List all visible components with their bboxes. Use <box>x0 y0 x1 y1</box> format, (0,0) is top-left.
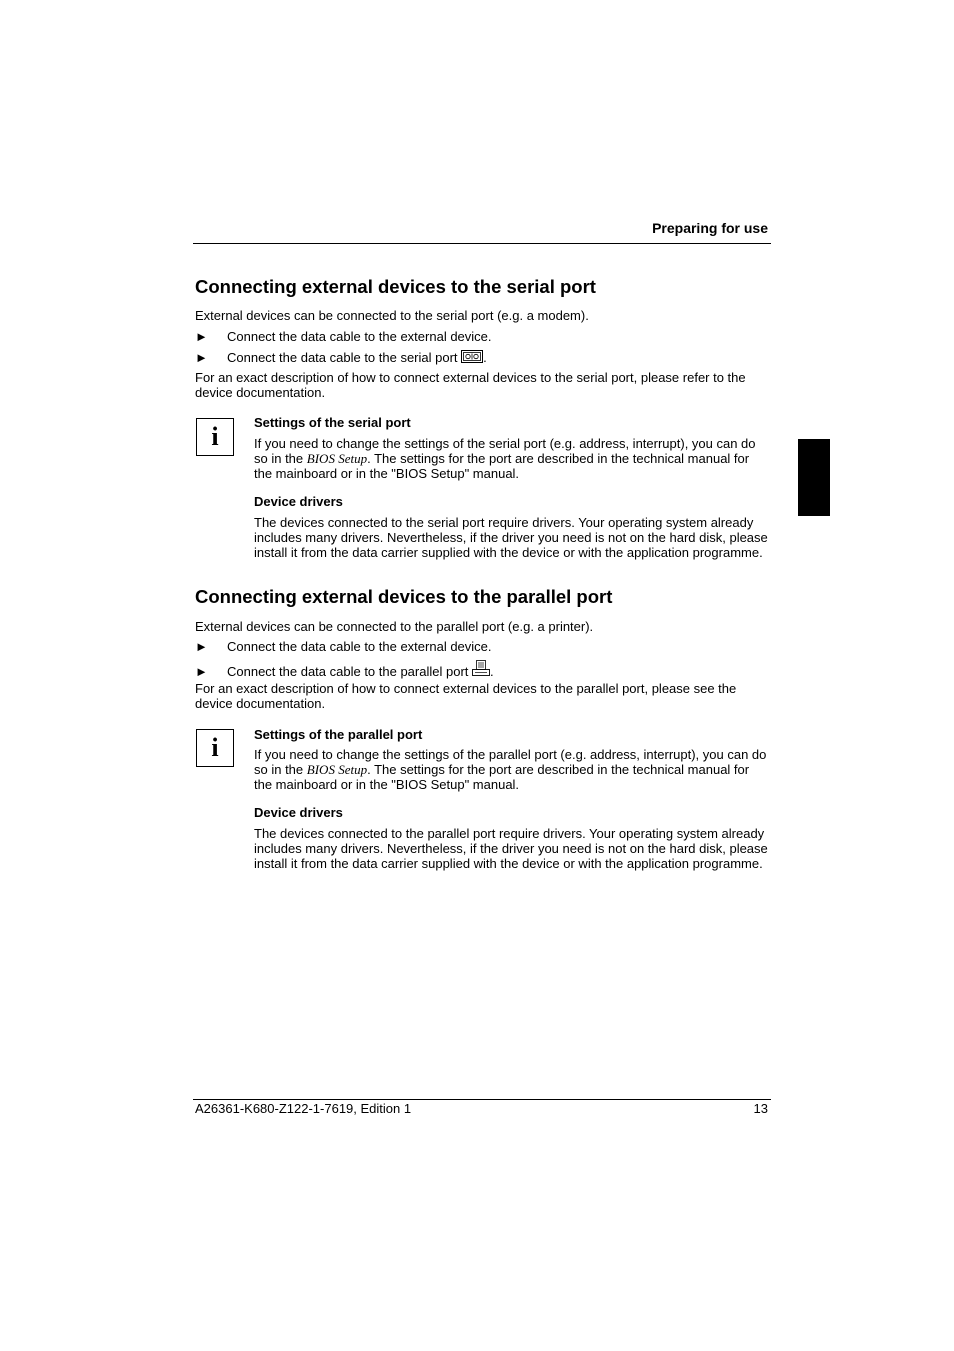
serial-section-heading: Connecting external devices to the serial port <box>195 276 596 297</box>
serial-intro: External devices can be connected to the serial port (e.g. a modem). <box>195 308 589 323</box>
serial-drivers-title: Device drivers <box>254 494 343 509</box>
parallel-outro: For an exact description of how to connect external devices to the parallel port, please see the device documentation. <box>195 681 737 711</box>
printer-port-icon <box>472 660 490 680</box>
bullet-arrow-icon: ► <box>195 664 208 679</box>
serial-step-2-period: . <box>483 350 487 365</box>
parallel-section-heading: Connecting external devices to the parallel port <box>195 586 613 607</box>
parallel-drivers-text: The devices connected to the parallel port require drivers. Your operating system already includes many drivers. Nevertheless, if the driver you need is not on the hard disk, please install it from the data carrier supplied with the device or with the application programme. <box>254 826 768 871</box>
serial-outro: For an exact description of how to connect external devices to the serial port, please refer to the device documentation. <box>195 370 746 400</box>
serial-port-icon <box>461 350 483 366</box>
serial-step-1-text: Connect the data cable to the external device. <box>227 329 492 344</box>
serial-step-2 <box>195 350 487 366</box>
parallel-step-1 <box>195 639 492 654</box>
serial-step-1 <box>195 329 492 344</box>
bios-setup-term: BIOS Setup <box>306 762 368 777</box>
parallel-intro: External devices can be connected to the parallel port (e.g. a printer). <box>195 619 594 634</box>
parallel-step-2 <box>195 660 494 680</box>
page-number: 13 <box>753 1101 768 1116</box>
parallel-step-1-text: Connect the data cable to the external device. <box>227 639 492 654</box>
serial-settings-title: Settings of the serial port <box>254 415 411 430</box>
parallel-step-2-text: Connect the data cable to the parallel port <box>227 664 469 679</box>
footer-document-id: A26361-K680-Z122-1-7619, Edition 1 <box>195 1101 412 1116</box>
parallel-drivers-title: Device drivers <box>254 805 343 820</box>
footer-rule <box>193 1099 771 1100</box>
serial-settings-text <box>254 436 770 481</box>
header-rule <box>193 243 771 244</box>
bullet-arrow-icon: ► <box>195 639 208 654</box>
serial-settings-text-a: If you need to change the settings of the serial port (e.g. address, interrupt), you can do so in the <box>254 436 756 466</box>
info-icon: i <box>196 418 234 456</box>
bullet-arrow-icon: ► <box>195 329 208 344</box>
parallel-settings-text <box>254 747 770 792</box>
serial-step-2-text: Connect the data cable to the serial port <box>227 350 458 365</box>
serial-settings-text-b: . The settings for the port are described in the technical manual for the mainboard or in the "BIOS Setup" manual. <box>254 451 750 481</box>
running-header-title: Preparing for use <box>652 220 768 236</box>
parallel-step-2-period: . <box>490 664 494 679</box>
chapter-thumb-tab <box>798 439 830 516</box>
parallel-settings-text-b: . The settings for the port are described in the technical manual for the mainboard or in the "BIOS Setup" manual. <box>254 762 750 792</box>
bios-setup-term: BIOS Setup <box>306 451 368 466</box>
bullet-arrow-icon: ► <box>195 350 208 365</box>
parallel-settings-text-a: If you need to change the settings of the parallel port (e.g. address, interrupt), you can do so in the <box>254 747 767 777</box>
parallel-settings-title: Settings of the parallel port <box>254 727 423 742</box>
info-icon: i <box>196 729 234 767</box>
serial-drivers-text: The devices connected to the serial port require drivers. Your operating system already includes many drivers. Nevertheless, if the driver you need is not on the hard disk, please install it from the data carrier supplied with the device or with the application programme. <box>254 515 768 560</box>
